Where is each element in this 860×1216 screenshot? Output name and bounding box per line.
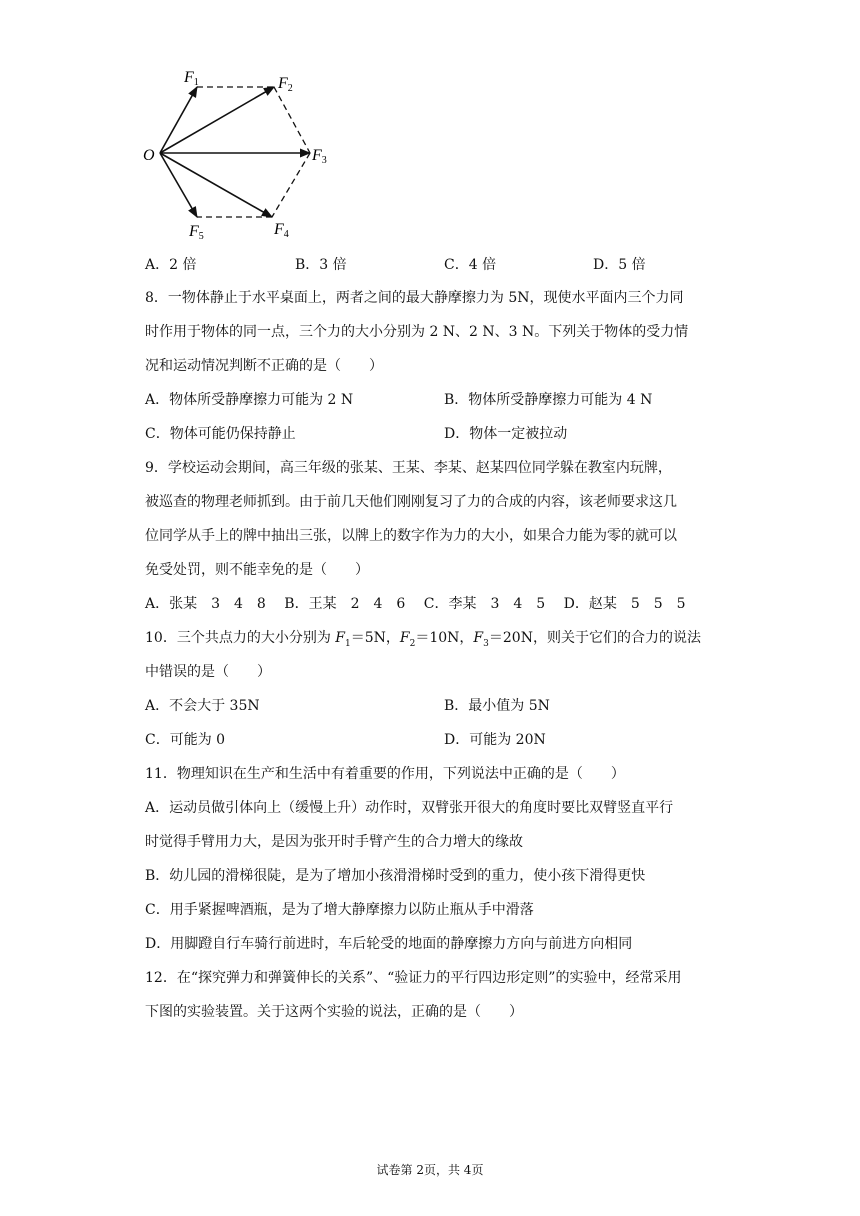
label-f5: F5 xyxy=(189,223,204,242)
q12-stem-line-2: 下图的实验装置。关于这两个实验的说法，正确的是（ ） xyxy=(145,1004,523,1020)
force-diagram xyxy=(140,62,340,247)
q10-f1-symbol: F xyxy=(335,630,345,646)
q10-option-c: C．可能为 0 xyxy=(145,732,226,748)
label-f1: F1 xyxy=(184,69,199,88)
q12-stem-line-1: 12．在“探究弹力和弹簧伸长的关系”、“验证力的平行四边形定则”的实验中，经常采用 xyxy=(145,970,682,986)
q10-f3-symbol: F xyxy=(473,630,484,646)
q8-stem-line-2: 时作用于物体的同一点，三个力的大小分别为 2 N、2 N、3 N。下列关于物体的受力情 xyxy=(145,324,689,340)
q11-option-c: C．用手紧握啤酒瓶，是为了增大静摩擦力以防止瓶从手中滑落 xyxy=(145,902,534,918)
q8-option-a: A．物体所受静摩擦力可能为 2 N xyxy=(145,392,354,408)
q10-f2-symbol: F xyxy=(399,630,410,646)
label-f3: F3 xyxy=(312,147,327,166)
q9-options: A．张某 3 4 8 B．王某 2 4 6 C．李某 3 4 5 D．赵某 5 5 5 xyxy=(145,596,686,612)
q7-option-d: D．5 倍 xyxy=(593,257,646,273)
q10-stem-line-2: 中错误的是（ ） xyxy=(145,664,271,680)
q9-stem-line-4: 免受处罚，则不能幸免的是（ ） xyxy=(145,562,369,578)
q7-option-a: A．2 倍 xyxy=(145,257,197,273)
vector-f4 xyxy=(160,153,272,217)
q10-f1-value: ＝5N， xyxy=(350,630,400,646)
q11-option-a-line-2: 时觉得手臂用力大，是因为张开时手臂产生的合力增大的缘故 xyxy=(145,834,523,850)
label-o: O xyxy=(143,147,155,164)
q9-stem-line-1: 9．学校运动会期间，高三年级的张某、王某、李某、赵某四位同学躲在教室内玩牌， xyxy=(145,460,672,476)
q10-stem-line-1 xyxy=(145,627,701,649)
vector-f2 xyxy=(160,87,274,153)
q8-stem-line-1: 8．一物体静止于水平桌面上，两者之间的最大静摩擦力为 5N，现使水平面内三个力同 xyxy=(145,290,684,306)
q11-option-a-line-1: A．运动员做引体向上（缓慢上升）动作时，双臂张开很大的角度时要比双臂竖直平行 xyxy=(145,800,674,816)
q10-stem-prefix: 10．三个共点力的大小分别为 xyxy=(145,630,336,646)
q10-f2-value: ＝10N， xyxy=(415,630,474,646)
q10-option-b: B．最小值为 5N xyxy=(444,698,550,714)
q8-option-c: C．物体可能仍保持静止 xyxy=(145,426,296,442)
q11-option-d: D．用脚蹬自行车骑行前进时，车后轮受的地面的静摩擦力方向与前进方向相同 xyxy=(145,936,633,952)
q8-option-b: B．物体所受静摩擦力可能为 4 N xyxy=(444,392,653,408)
vector-f5 xyxy=(160,153,197,217)
q7-option-c: C．4 倍 xyxy=(444,257,497,273)
q10-option-a: A．不会大于 35N xyxy=(145,698,260,714)
q7-option-b: B．3 倍 xyxy=(295,257,347,273)
q10-f2-subscript: 2 xyxy=(409,638,416,649)
q9-stem-line-2: 被巡查的物理老师抓到。由于前几天他们刚刚复习了力的合成的内容，该老师要求这几 xyxy=(145,494,677,510)
q8-stem-line-3: 况和运动情况判断不正确的是（ ） xyxy=(145,358,383,374)
q8-option-d: D．物体一定被拉动 xyxy=(444,426,568,442)
q9-stem-line-3: 位同学从手上的牌中抽出三张，以牌上的数字作为力的大小，如果合力能为零的就可以 xyxy=(145,528,677,544)
label-f2: F2 xyxy=(278,75,293,94)
q10-option-d: D．可能为 20N xyxy=(444,732,546,748)
q11-option-b: B．幼儿园的滑梯很陡，是为了增加小孩滑滑梯时受到的重力，使小孩下滑得更快 xyxy=(145,868,646,884)
label-f4: F4 xyxy=(274,221,289,240)
q11-stem: 11．物理知识在生产和生活中有着重要的作用，下列说法中正确的是（ ） xyxy=(145,766,625,782)
q10-f3-value: ＝20N，则关于它们的合力的说法 xyxy=(488,630,701,646)
dashed-edge-f2-f3 xyxy=(274,87,310,153)
q10-f3-subscript: 3 xyxy=(483,638,489,649)
dashed-edge-f3-f4 xyxy=(272,153,310,217)
page-footer: 试卷第 2页，共 4页 xyxy=(376,1163,484,1177)
q10-f1-subscript: 1 xyxy=(344,638,351,649)
